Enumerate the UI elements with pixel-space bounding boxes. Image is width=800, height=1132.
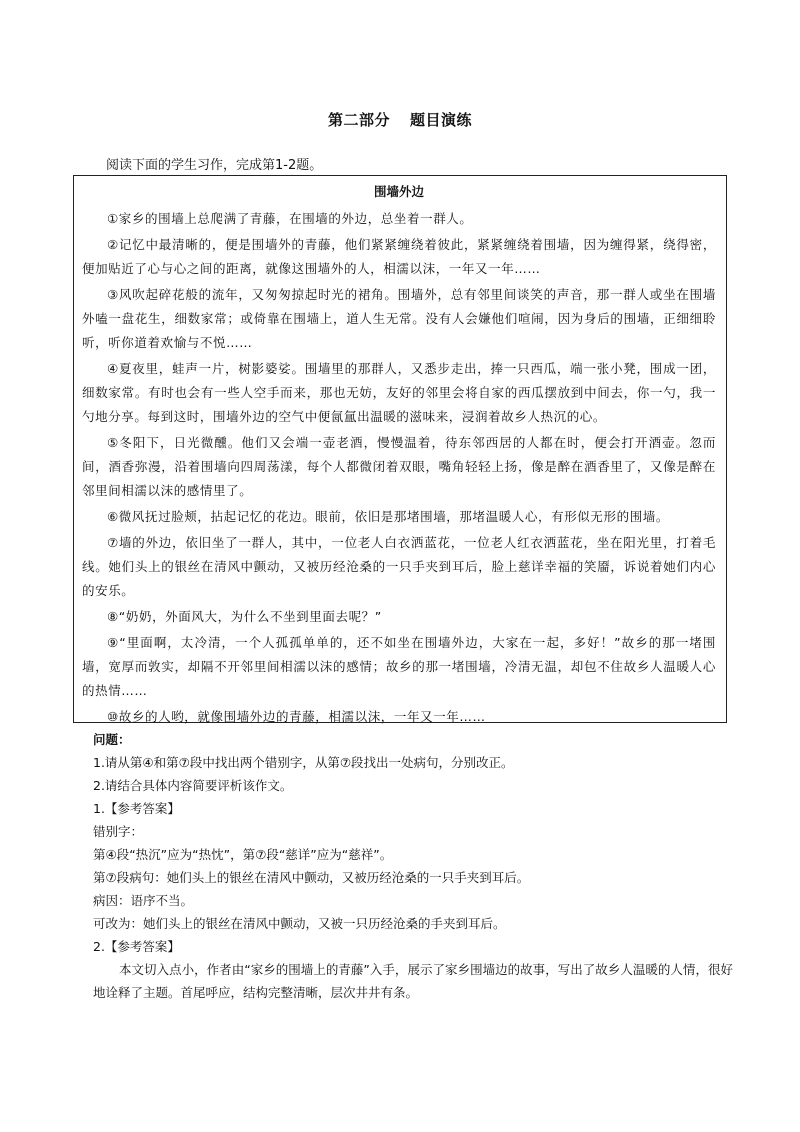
essay-paragraph-3: ③风吹起碎花般的流年，又匆匆掠起时光的裙角。围墙外，总有邻里间谈笑的声音，那一群人或坐在围墙外嗑一盘花生，细数家常；或倚靠在围墙上，道人生无常。没有人会嫌他们喧闹，因为身后的围墙，正细细聆听，听你道着欢愉与不悦…… — [82, 287, 716, 350]
essay-box — [73, 175, 727, 723]
questions-heading: 问题： — [93, 732, 131, 747]
essay-paragraph-10: ⑩故乡的人哟，就像围墙外边的青藤，相濡以沫，一年又一年…… — [107, 709, 486, 724]
essay-paragraph-5: ⑤冬阳下，日光微醺。他们又会端一壶老酒，慢慢温着，待东邻西居的人都在时，便会打开酒壶。忽而间，酒香弥漫，沿着围墙向四周荡漾，每个人都微闭着双眼，嘴角轻轻上扬，像是醉在酒香里了，又像是醉在邻里间相濡以沫的感情里了。 — [82, 435, 716, 498]
section-name: 题目演练 — [410, 111, 473, 129]
essay-paragraph-7: ⑦墙的外边，依旧坐了一群人，其中，一位老人白衣洒蓝花，一位老人红衣洒蓝花，坐在阳光里，打着毛线。她们头上的银丝在清风中颤动，又被历经沧桑的一只手夹到耳后，脸上慈详幸福的笑靥，诉说着她们内心的安乐。 — [82, 535, 716, 598]
essay-paragraph-6: ⑥微风抚过脸颊，拈起记忆的花边。眼前，依旧是那堵围墙，那堵温暖人心，有形似无形的围墙。 — [107, 509, 670, 524]
answer-1-typo-label: 错别字： — [93, 824, 144, 839]
essay-paragraph-8: ⑧“奶奶，外面风大，为什么不坐到里面去呢？” — [107, 609, 382, 624]
essay-paragraph-2: ②记忆中最清晰的，便是围墙外的青藤，他们紧紧缠绕着彼此，紧紧缠绕着围墙，因为缠得紧，绕得密，便加贴近了心与心之间的距离，就像这围墙外的人，相濡以沫，一年又一年…… — [82, 237, 716, 276]
questions-and-answers — [93, 728, 733, 1004]
essay-title: 围墙外边 — [373, 184, 424, 199]
answer-2-title: 2.【参考答案】 — [93, 939, 180, 954]
essay-paragraph-4: ④夏夜里，蛙声一片，树影婆娑。围墙里的那群人，又悉步走出，捧一只西瓜，端一张小凳，围成一团，细数家常。有时也会有一些人空手而来，那也无妨，友好的邻里会将自家的西瓜摆放到中间去，你一勺，我一勺地分享。每到这时，围墙外边的空气中便氤氲出温暖的滋味来，浸润着故乡人热沉的心。 — [82, 361, 716, 424]
answer-2-text: 本文切入点小，作者由“家乡的围墙上的青藤”入手，展示了家乡围墙边的故事，写出了故乡人温暖的人情，很好地诠释了主题。首尾呼应，结构完整清晰，层次井井有条。 — [93, 962, 733, 1000]
answer-1-typo-text: 第④段“热沉”应为“热忱”，第⑦段“慈详”应为“慈祥”。 — [93, 847, 393, 862]
question-2: 2.请结合具体内容简要评析该作文。 — [93, 778, 293, 793]
section-part: 第二部分 — [327, 111, 390, 129]
answer-1-reason: 病因：语序不当。 — [93, 893, 194, 908]
question-1: 1.请从第④和第⑦段中找出两个错别字，从第⑦段找出一处病句，分别改正。 — [93, 755, 514, 770]
answer-1-fix: 可改为：她们头上的银丝在清风中颤动，又被一只历经沧桑的手夹到耳后。 — [93, 916, 506, 931]
essay-paragraph-9: ⑨“里面啊，太冷清，一个人孤孤单单的，还不如坐在围墙外边，大家在一起，多好！”故乡的那一堵围墙，宽厚而敦实，却隔不开邻里间相濡以沫的感情；故乡的那一堵围墙，冷清无温，却包不住故乡人温暖人心的热情…… — [82, 635, 716, 698]
essay-paragraph-1: ①家乡的围墙上总爬满了青藤，在围墙的外边，总坐着一群人。 — [107, 211, 473, 226]
section-title — [0, 109, 800, 130]
answer-1-title: 1.【参考答案】 — [93, 801, 180, 816]
answer-1-sentence: 第⑦段病句：她们头上的银丝在清风中颤动，又被历经沧桑的一只手夹到耳后。 — [93, 870, 530, 885]
reading-instruction: 阅读下面的学生习作，完成第1-2题。 — [106, 158, 323, 173]
